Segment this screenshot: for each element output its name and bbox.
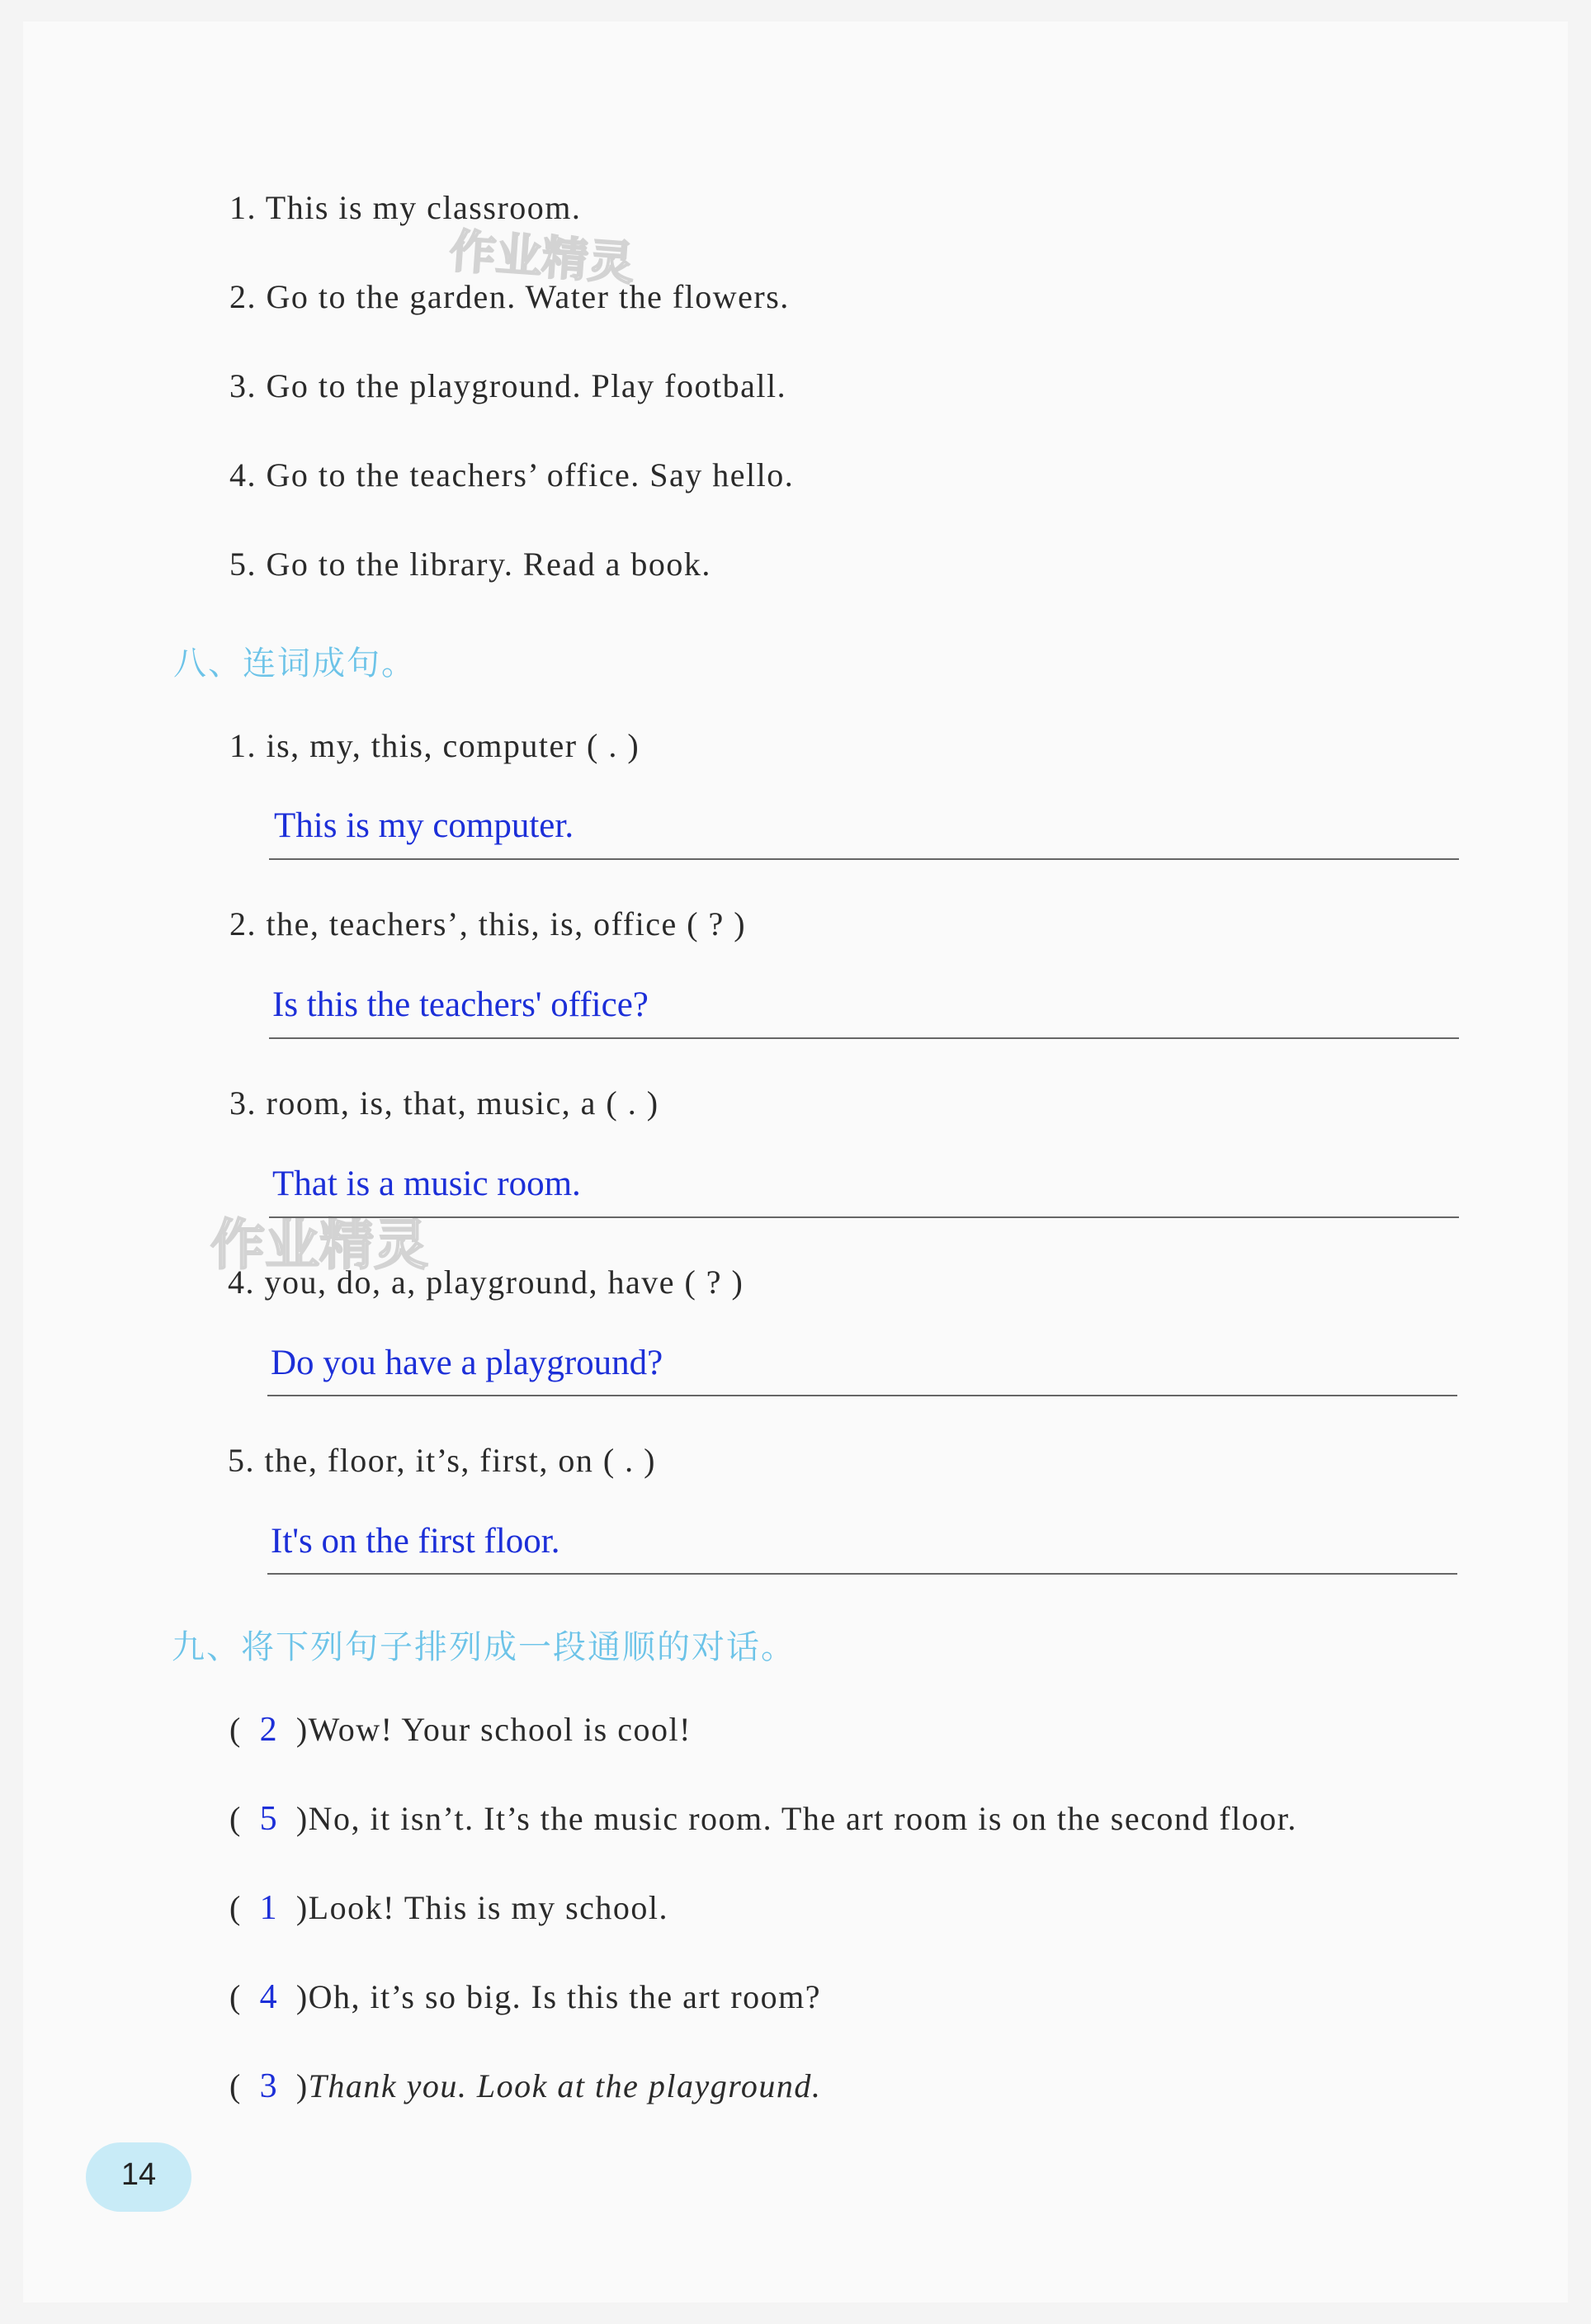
answer-line-1 [269,858,1459,860]
answer-2: Is this the teachers' office? [272,985,649,1024]
answer-4: Do you have a playground? [271,1344,663,1382]
workbook-page [23,21,1568,2303]
order-number: 1 [259,1889,279,1927]
answer-line-2 [269,1037,1459,1039]
order-number: 4 [259,1978,279,2016]
dialogue-text: No, it isn’t. It’s the music room. The art room is on the second floor. [308,1800,1297,1837]
dialogue-text: Oh, it’s so big. Is this the art room? [308,1978,822,2015]
section-9-heading: 九、将下列句子排列成一段通顺的对话。 [172,1628,796,1666]
dialogue-text: Thank you. Look at the playground. [308,2067,822,2104]
answer-line-4 [267,1395,1457,1396]
watermark-middle: 作业精灵 [210,1213,428,1277]
dialogue-text: Wow! Your school is cool! [308,1711,692,1748]
dialogue-line-2: ( 5 )No, it isn’t. It’s the music room. The art room is on the second floor. [229,1800,1297,1838]
prompt-4: 4. you, do, a, playground, have ( ? ) [228,1264,744,1301]
dialogue-line-4: ( 4 )Oh, it’s so big. Is this the art room? [229,1978,822,2016]
answer-5: It's on the first floor. [271,1522,560,1561]
order-number: 3 [259,2067,279,2105]
order-number: 2 [259,1711,279,1749]
dialogue-line-5: ( 3 )Thank you. Look at the playground. [229,2067,822,2105]
dialogue-text: Look! This is my school. [308,1889,669,1926]
answer-1: This is my computer. [274,806,574,845]
dialogue-line-3: ( 1 )Look! This is my school. [229,1889,669,1927]
sentence-2: 2. Go to the garden. Water the flowers. [229,278,790,315]
sentence-3: 3. Go to the playground. Play football. [229,367,787,404]
answer-line-3 [269,1216,1459,1218]
answer-line-5 [267,1573,1457,1575]
prompt-2: 2. the, teachers’, this, is, office ( ? ) [229,905,747,942]
answer-3: That is a music room. [272,1164,581,1203]
prompt-3: 3. room, is, that, music, a ( . ) [229,1084,659,1122]
sentence-4: 4. Go to the teachers’ office. Say hello. [229,456,795,494]
order-number: 5 [259,1800,279,1838]
watermark-top: 作业精灵 [447,224,636,291]
sentence-5: 5. Go to the library. Read a book. [229,546,711,583]
page-number: 14 [120,2157,157,2192]
sentence-1: 1. This is my classroom. [229,189,582,226]
section-8-heading: 八、连词成句。 [173,645,416,683]
dialogue-line-1: ( 2 )Wow! Your school is cool! [229,1711,692,1749]
prompt-1: 1. is, my, this, computer ( . ) [229,727,640,764]
prompt-5: 5. the, floor, it’s, first, on ( . ) [228,1442,656,1479]
